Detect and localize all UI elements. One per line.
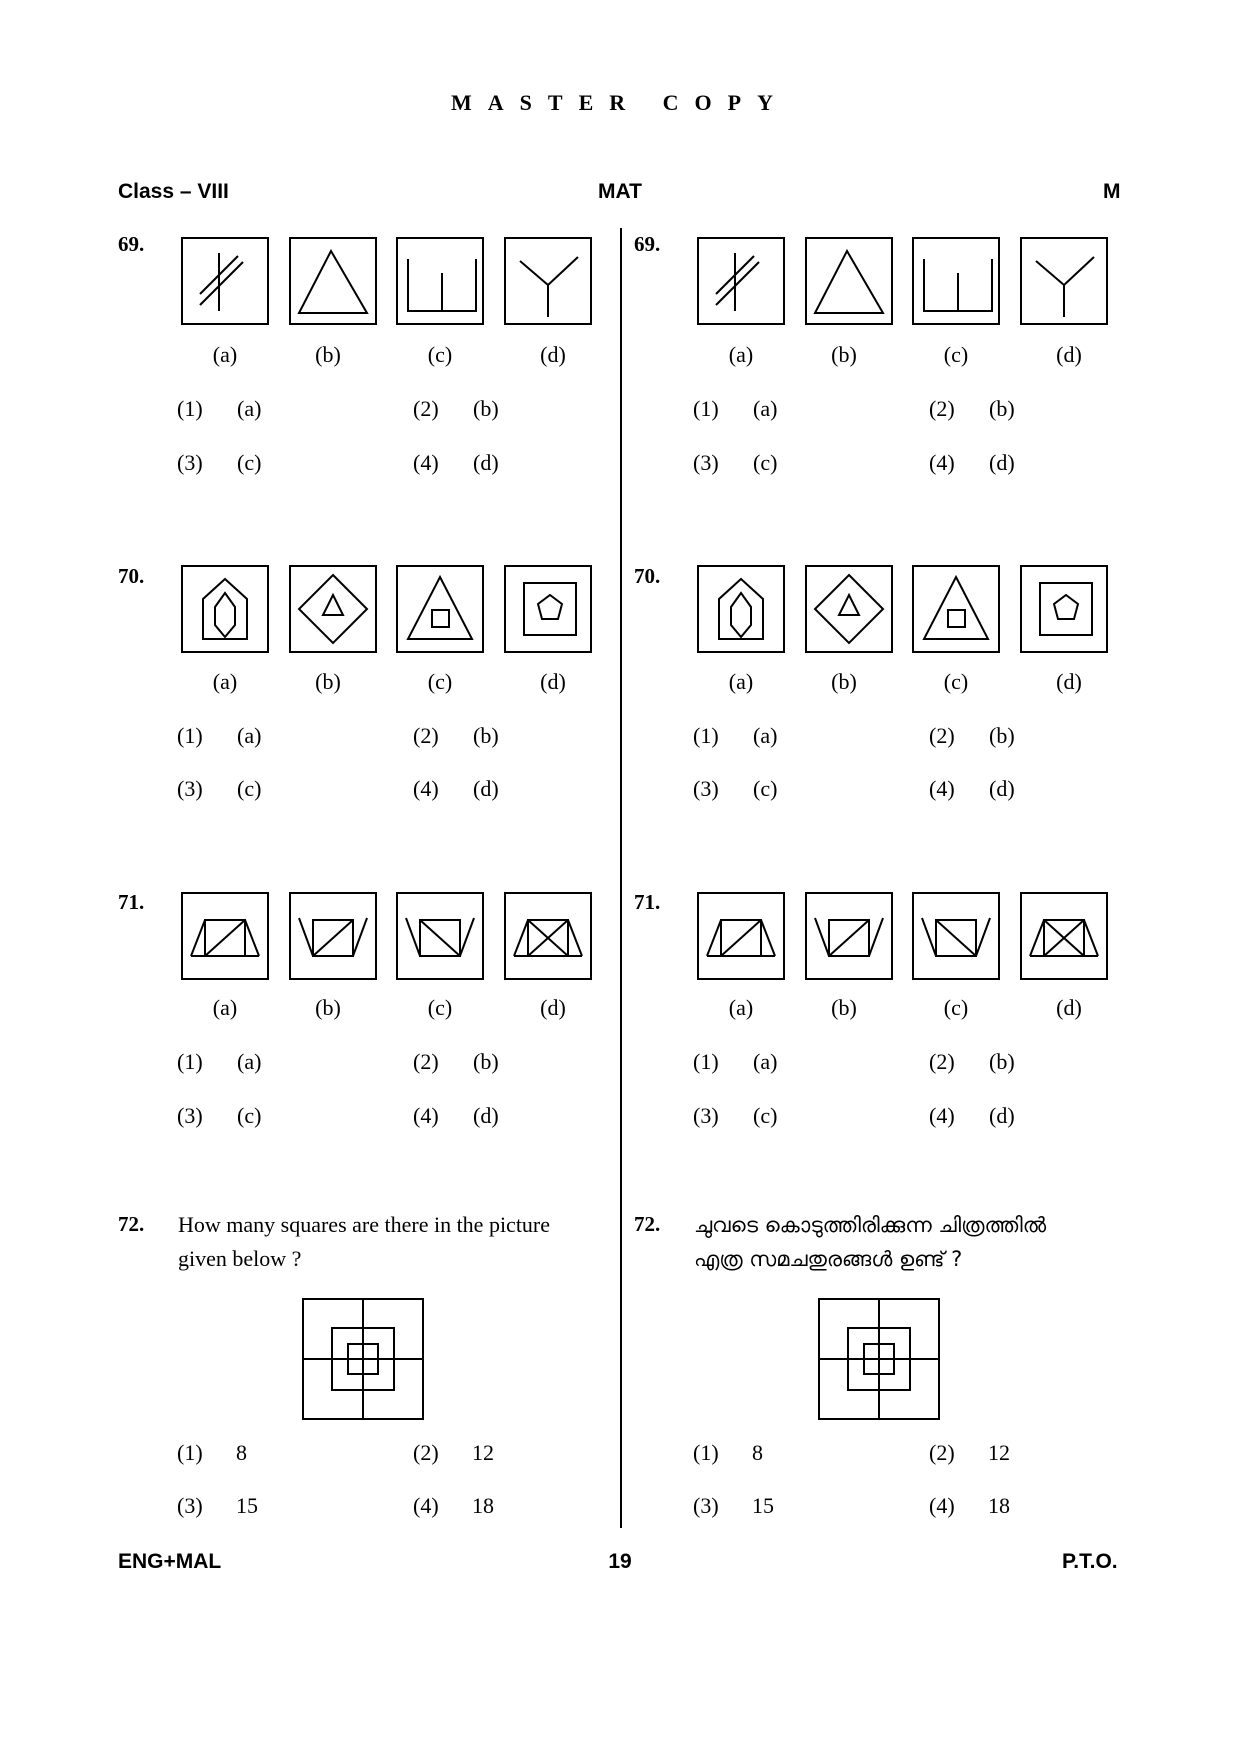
q70-figure-a — [181, 565, 269, 653]
option-value: (b) — [989, 723, 1015, 748]
option-number: (3) — [693, 776, 719, 801]
option-value: (a) — [753, 1049, 778, 1074]
q70-figure-c — [912, 565, 1000, 653]
option-number: (3) — [693, 1103, 719, 1128]
q70-figure-d — [1020, 565, 1108, 653]
option-value: (d) — [989, 776, 1015, 801]
option-value: 8 — [236, 1440, 247, 1465]
question-number: 70. — [118, 564, 145, 588]
option-number: (4) — [929, 1493, 955, 1518]
option-value: (a) — [237, 1049, 262, 1074]
figure-label: (b) — [315, 995, 341, 1020]
option-number: (2) — [929, 723, 955, 748]
subject-label: MAT — [598, 180, 642, 203]
question-text-line-malayalam: ചുവടെ കൊടുത്തിരിക്കുന്ന ചിത്രത്തിൽ — [694, 1213, 1047, 1237]
figure-label: (d) — [1056, 995, 1082, 1020]
q71-figure-a — [697, 892, 785, 980]
option-value: 15 — [752, 1493, 774, 1518]
figure-label: (a) — [212, 669, 238, 694]
option-value: (b) — [473, 396, 499, 421]
option-value: (b) — [989, 396, 1015, 421]
question-text-line-malayalam: എത്ര സമചതുരങ്ങൾ ഉണ്ട് ? — [694, 1247, 963, 1271]
figure-label: (c) — [427, 995, 453, 1020]
option-value: (b) — [473, 1049, 499, 1074]
q69-figure-a — [181, 237, 269, 325]
q69-figure-c — [912, 237, 1000, 325]
option-value: (c) — [753, 776, 778, 801]
option-number: (3) — [177, 1103, 203, 1128]
footer-language: ENG+MAL — [118, 1550, 222, 1573]
option-value: (d) — [989, 1103, 1015, 1128]
figure-label: (c) — [943, 669, 969, 694]
option-value: 12 — [988, 1440, 1010, 1465]
option-number: (1) — [693, 396, 719, 421]
q69-figure-b — [805, 237, 893, 325]
option-number: (2) — [413, 1049, 439, 1074]
option-value: (c) — [753, 450, 778, 475]
question-number: 70. — [634, 564, 661, 588]
figure-label: (b) — [831, 342, 857, 367]
question-number: 71. — [118, 890, 145, 914]
q71-figure-b — [805, 892, 893, 980]
figure-label: (d) — [540, 995, 566, 1020]
option-value: 18 — [988, 1493, 1010, 1518]
figure-label: (d) — [1056, 669, 1082, 694]
class-label: Class – VIII — [118, 180, 229, 203]
option-number: (4) — [413, 1493, 439, 1518]
option-number: (2) — [413, 1440, 439, 1465]
option-value: (c) — [237, 1103, 262, 1128]
figure-label: (d) — [540, 669, 566, 694]
option-number: (3) — [693, 450, 719, 475]
option-number: (4) — [929, 450, 955, 475]
option-value: 12 — [472, 1440, 494, 1465]
question-text-line: given below ? — [178, 1246, 302, 1271]
option-number: (1) — [177, 1049, 203, 1074]
option-value: (c) — [237, 776, 262, 801]
option-number: (3) — [177, 1493, 203, 1518]
q69-figure-c — [396, 237, 484, 325]
option-value: (b) — [989, 1049, 1015, 1074]
q71-figure-d — [504, 892, 592, 980]
option-value: (a) — [753, 723, 778, 748]
question-number: 72. — [634, 1212, 661, 1236]
figure-label: (c) — [943, 342, 969, 367]
option-value: (c) — [237, 450, 262, 475]
q69-figure-d — [1020, 237, 1108, 325]
q70-figure-b — [805, 565, 893, 653]
q71-figure-b — [289, 892, 377, 980]
option-number: (2) — [929, 1049, 955, 1074]
figure-label: (b) — [831, 669, 857, 694]
option-number: (1) — [177, 396, 203, 421]
option-number: (1) — [693, 1049, 719, 1074]
q70-figure-a — [697, 565, 785, 653]
option-number: (3) — [177, 776, 203, 801]
option-value: (a) — [237, 396, 262, 421]
option-number: (1) — [177, 723, 203, 748]
figure-label: (d) — [540, 342, 566, 367]
option-number: (4) — [929, 1103, 955, 1128]
option-number: (2) — [413, 396, 439, 421]
q71-figure-c — [912, 892, 1000, 980]
question-number: 71. — [634, 890, 661, 914]
q71-figure-a — [181, 892, 269, 980]
option-number: (4) — [413, 1103, 439, 1128]
figure-label: (a) — [728, 669, 754, 694]
q72-squares-figure — [818, 1298, 940, 1425]
figure-label: (a) — [728, 995, 754, 1020]
option-value: (d) — [989, 450, 1015, 475]
option-number: (2) — [929, 1440, 955, 1465]
option-number: (1) — [693, 723, 719, 748]
option-value: (d) — [473, 450, 499, 475]
q71-figure-c — [396, 892, 484, 980]
option-value: (b) — [473, 723, 499, 748]
q69-figure-d — [504, 237, 592, 325]
figure-label: (a) — [212, 995, 238, 1020]
figure-label: (c) — [427, 342, 453, 367]
q72-squares-figure — [302, 1298, 424, 1425]
option-value: (d) — [473, 776, 499, 801]
question-text-line: How many squares are there in the picture — [178, 1212, 551, 1237]
q71-figure-d — [1020, 892, 1108, 980]
option-number: (1) — [177, 1440, 203, 1465]
option-number: (2) — [413, 723, 439, 748]
option-value: (a) — [753, 396, 778, 421]
q69-figure-b — [289, 237, 377, 325]
option-number: (4) — [929, 776, 955, 801]
figure-label: (d) — [1056, 342, 1082, 367]
figure-label: (c) — [427, 669, 453, 694]
figure-label: (b) — [831, 995, 857, 1020]
q70-figure-d — [504, 565, 592, 653]
option-value: 18 — [472, 1493, 494, 1518]
question-number: 69. — [634, 232, 661, 256]
option-value: 8 — [752, 1440, 763, 1465]
q70-figure-c — [396, 565, 484, 653]
paper-code: M — [1103, 180, 1121, 203]
option-number: (4) — [413, 450, 439, 475]
option-value: (d) — [473, 1103, 499, 1128]
figure-label: (b) — [315, 342, 341, 367]
figure-label: (c) — [943, 995, 969, 1020]
master-copy-watermark: MASTER COPY — [451, 90, 789, 115]
q70-figure-b — [289, 565, 377, 653]
figure-label: (a) — [728, 342, 754, 367]
page-number: 19 — [608, 1550, 632, 1573]
column-divider — [620, 228, 622, 1528]
option-value: 15 — [236, 1493, 258, 1518]
option-number: (1) — [693, 1440, 719, 1465]
option-number: (3) — [693, 1493, 719, 1518]
figure-label: (a) — [212, 342, 238, 367]
q69-figure-a — [697, 237, 785, 325]
option-number: (3) — [177, 450, 203, 475]
option-value: (a) — [237, 723, 262, 748]
question-number: 69. — [118, 232, 145, 256]
option-value: (c) — [753, 1103, 778, 1128]
footer-pto: P.T.O. — [1062, 1550, 1118, 1573]
option-number: (2) — [929, 396, 955, 421]
option-number: (4) — [413, 776, 439, 801]
question-number: 72. — [118, 1212, 145, 1236]
figure-label: (b) — [315, 669, 341, 694]
